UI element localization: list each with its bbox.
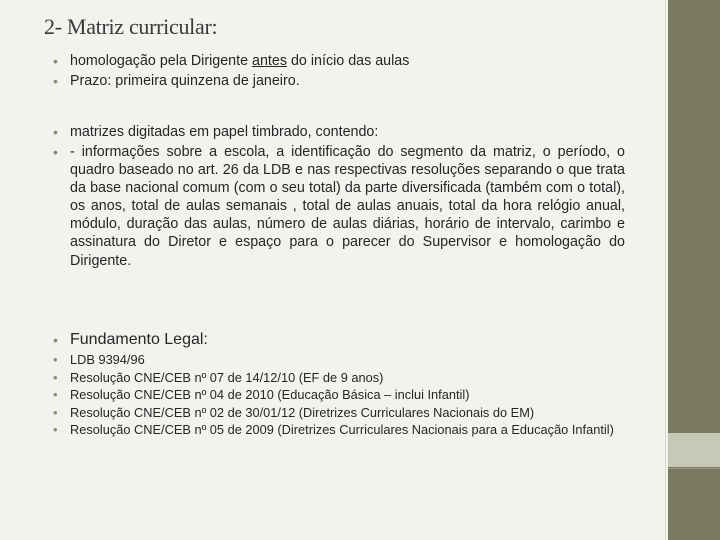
matrix-requirements-list	[53, 123, 625, 272]
legal-basis-heading: • Fundamento Legal:	[53, 330, 625, 350]
approval-list	[53, 52, 573, 92]
list-item: • LDB 9394/96	[53, 352, 625, 368]
underlined-word: antes	[252, 53, 287, 69]
content-divider	[665, 0, 666, 540]
list-item: • Resolução CNE/CEB nº 04 de 2010 (Educação Básica – inclui Infantil)	[53, 387, 625, 403]
list-item: • - informações sobre a escola, a identificação do segmento da matriz, o período, o quadro baseado no art. 26 da LDB e nas respectivas resoluções separando o que trata da base nacional comum (com o seu total) da parte diversificada (também com o total), os anos, total de aulas semanais , total de aulas anuais, total da hora relógio anual, módulo, duração das aulas, número de aulas diárias, horário de intervalo, carimbo e assinatura do Diretor e espaço para o parecer do Supervisor e homologação do Dirigente.	[53, 143, 625, 270]
sidebar-accent-band	[668, 433, 720, 467]
list-item: • Prazo: primeira quinzena de janeiro.	[53, 72, 573, 90]
decorative-sidebar	[668, 0, 720, 540]
list-item: • homologação pela Dirigente antes do início das aulas	[53, 52, 573, 70]
list-item: • matrizes digitadas em papel timbrado, contendo:	[53, 123, 625, 141]
sidebar-accent-line	[668, 468, 720, 469]
legal-basis-list	[53, 330, 625, 440]
list-item: • Resolução CNE/CEB nº 05 de 2009 (Diretrizes Curriculares Nacionais para a Educação Infantil)	[53, 422, 625, 438]
list-item: • Resolução CNE/CEB nº 07 de 14/12/10 (EF de 9 anos)	[53, 370, 625, 386]
slide-title: 2- Matriz curricular:	[44, 14, 218, 39]
list-item: • Resolução CNE/CEB nº 02 de 30/01/12 (Diretrizes Curriculares Nacionais do EM)	[53, 405, 625, 421]
